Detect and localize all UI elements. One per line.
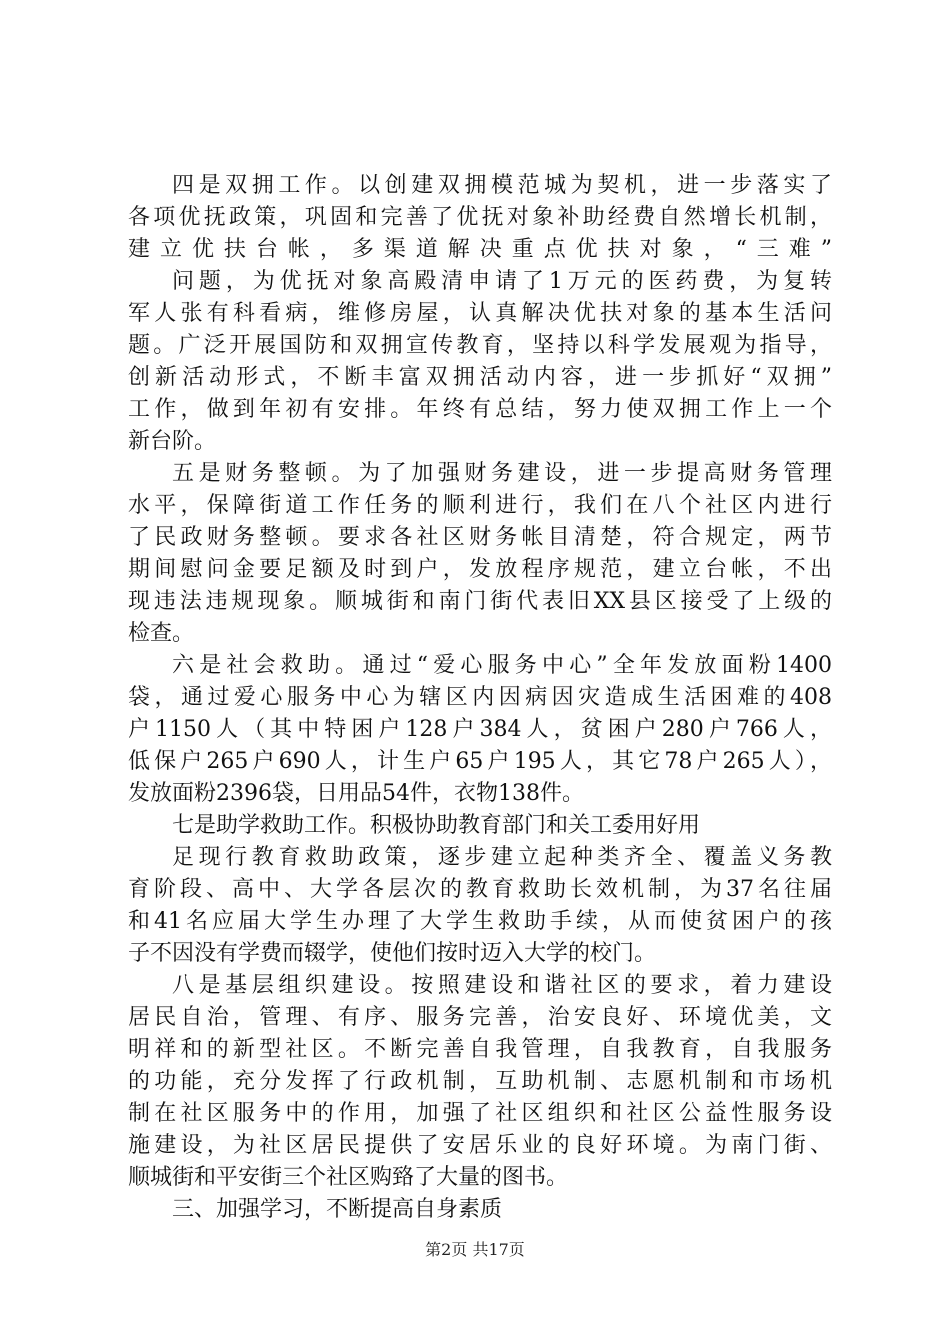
paragraph-line: 题。广泛开展国防和双拥宣传教育，坚持以科学发展观为指导， [128, 333, 832, 358]
paragraph-line: 户1150人（其中特困户128户384人，贫困户280户766人， [128, 717, 832, 742]
paragraph-line: 五是财务整顿。为了加强财务建设，进一步提高财务管理 [172, 461, 832, 486]
section-heading: 三、加强学习，不断提高自身素质 [172, 1197, 503, 1222]
paragraph-line: 各项优抚政策，巩固和完善了优抚对象补助经费自然增长机制， [128, 205, 832, 230]
paragraph-line: 四是双拥工作。以创建双拥模范城为契机，进一步落实了 [172, 173, 832, 198]
paragraph-line: 现违法违规现象。顺城街和南门街代表旧XX县区接受了上级的 [128, 589, 832, 614]
paragraph-line: 低保户265户690人，计生户65户195人，其它78户265人）， [128, 749, 832, 774]
paragraph-line: 七是助学救助工作。积极协助教育部门和关工委用好用 [172, 813, 701, 838]
document-body [128, 170, 832, 1226]
paragraph-line: 施建设，为社区居民提供了安居乐业的良好环境。为南门街、 [128, 1133, 832, 1158]
paragraph-line: 居民自治，管理、有序、服务完善，治安良好、环境优美，文 [128, 1005, 832, 1030]
paragraph-line: 六是社会救助。通过“爱心服务中心”全年发放面粉1400 [172, 653, 832, 678]
page-number-label: 第2页 共17页 [425, 1240, 525, 1259]
paragraph-line: 发放面粉2396袋，日用品54件，衣物138件。 [128, 781, 584, 806]
paragraph-line: 期间慰问金要足额及时到户，发放程序规范，建立台帐，不出 [128, 557, 832, 582]
paragraph-line: 制在社区服务中的作用，加强了社区组织和社区公益性服务设 [128, 1101, 832, 1126]
paragraph-line: 军人张有科看病，维修房屋，认真解决优扶对象的基本生活问 [128, 301, 832, 326]
paragraph-line: 和41名应届大学生办理了大学生救助手续，从而使贫困户的孩 [128, 909, 832, 934]
paragraph-line: 足现行教育救助政策，逐步建立起种类齐全、覆盖义务教 [172, 845, 832, 870]
paragraph-line: 水平，保障街道工作任务的顺利进行，我们在八个社区内进行 [128, 493, 832, 518]
paragraph-line: 明祥和的新型社区。不断完善自我管理，自我教育，自我服务 [128, 1037, 832, 1062]
paragraph-line: 检查。 [128, 621, 195, 646]
paragraph-line: 袋，通过爱心服务中心为辖区内因病因灾造成生活困难的408 [128, 685, 832, 710]
paragraph-line: 了民政财务整顿。要求各社区财务帐目清楚，符合规定，两节 [128, 525, 832, 550]
paragraph-line: 育阶段、高中、大学各层次的教育救助长效机制，为37名往届 [128, 877, 832, 902]
page-footer [0, 1240, 950, 1260]
paragraph-line: 创新活动形式，不断丰富双拥活动内容，进一步抓好“双拥” [128, 365, 832, 390]
paragraph-line: 顺城街和平安街三个社区购臵了大量的图书。 [128, 1165, 569, 1190]
paragraph-line: 问题，为优抚对象高殿清申请了1万元的医药费，为复转 [172, 269, 832, 294]
paragraph-line: 的功能，充分发挥了行政机制，互助机制、志愿机制和市场机 [128, 1069, 832, 1094]
paragraph-line: 工作，做到年初有安排。年终有总结，努力使双拥工作上一个 [128, 397, 832, 422]
paragraph-line: 建立优扶台帐，多渠道解决重点优扶对象，“三难” [128, 237, 832, 262]
paragraph-line: 新台阶。 [128, 429, 217, 454]
paragraph-line: 八是基层组织建设。按照建设和谐社区的要求，着力建设 [172, 973, 832, 998]
paragraph-line: 子不因没有学费而辍学，使他们按时迈入大学的校门。 [128, 941, 657, 966]
